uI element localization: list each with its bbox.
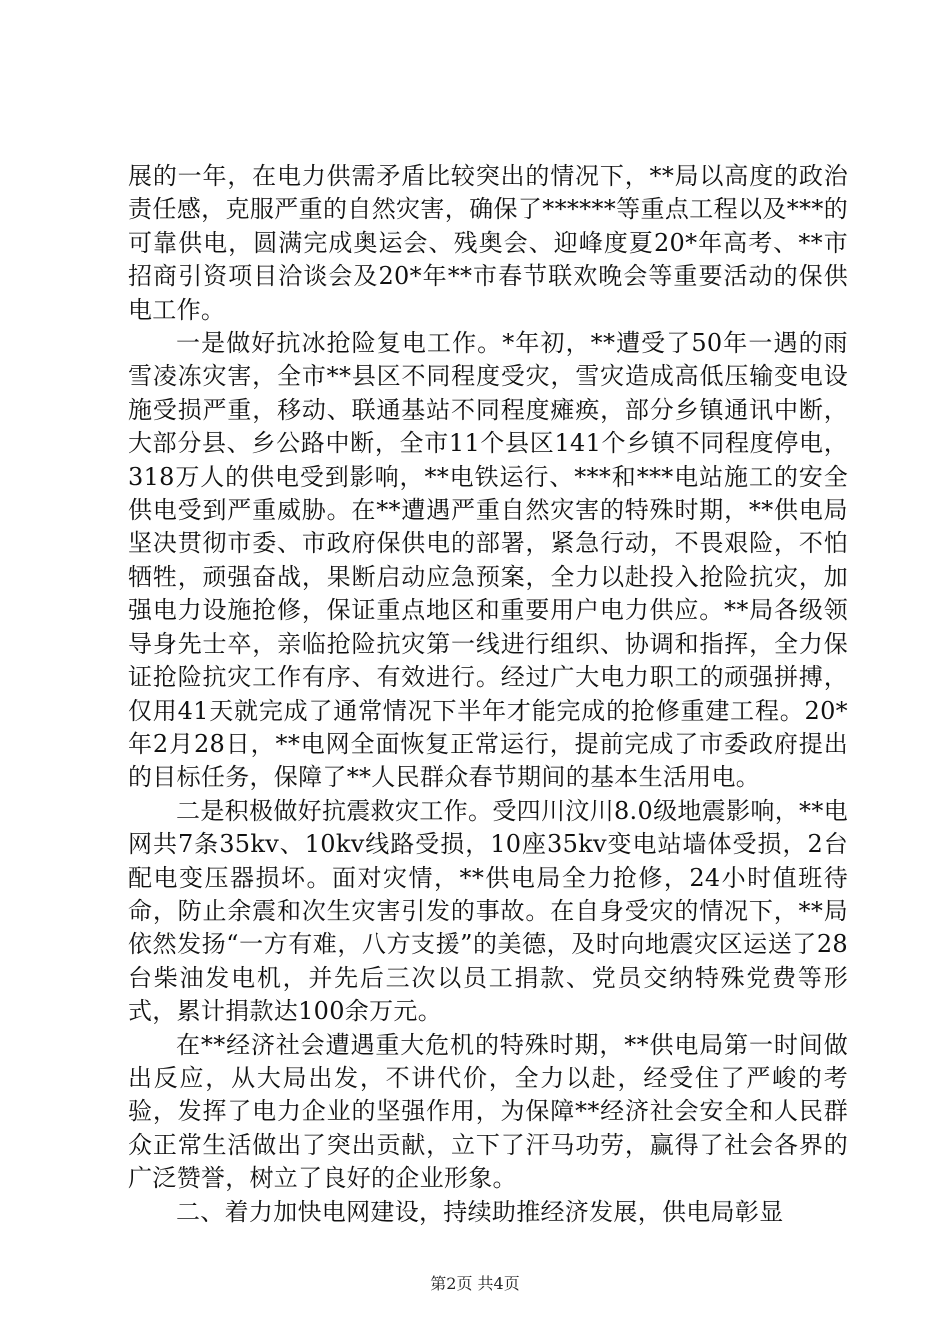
paragraph-section-two-heading: 二、着力加快电网建设，持续助推经济发展，供电局彰显 (176, 1197, 784, 1226)
paragraph-continuation: 展的一年，在电力供需矛盾比较突出的情况下，**局以高度的政治责任感，克服严重的自然灾害，确保了******等重点工程以及***的可靠供电，圆满完成奥运会、残奥会、迎峰度夏20*年高考、**市招商引资项目洽谈会及20*年**市春节联欢晚会等重要活动的保供电工作。 (128, 162, 848, 324)
paragraph-ice-disaster-recovery: 一是做好抗冰抢险复电工作。*年初，**遭受了50年一遇的雨雪凌冻灾害，全市**县区不同程度受灾，雪灾造成高低压输变电设施受损严重，移动、联通基站不同程度瘫痪，部分乡镇通讯中断，大部分县、乡公路中断，全市11个县区141个乡镇不同程度停电，318万人的供电受到影响，**电铁运行、***和***电站施工的安全供电受到严重威胁。在**遭遇严重自然灾害的特殊时期，**供电局坚决贯彻市委、市政府保供电的部署，紧急行动，不畏艰险，不怕牺牲，顽强奋战，果断启动应急预案，全力以赴投入抢险抗灾，加强电力设施抢修，保证重点地区和重要用户电力供应。**局各级领导身先士卒，亲临抢险抗灾第一线进行组织、协调和指挥，全力保证抢险抗灾工作有序、有效进行。经过广大电力职工的顽强拼搏，仅用41天就完成了通常情况下半年才能完成的抢修重建工程。20*年2月28日，**电网全面恢复正常运行，提前完成了市委政府提出的目标任务，保障了**人民群众春节期间的基本生活用电。 (128, 329, 848, 792)
paragraph-earthquake-relief: 二是积极做好抗震救灾工作。受四川汶川8.0级地震影响，**电网共7条35kv、10kv线路受损，10座35kv变电站墙体受损，2台配电变压器损坏。面对灾情，**供电局全力抢修，24小时值班待命，防止余震和次生灾害引发的事故。在自身受灾的情况下，**局依然发扬“一方有难，八方支援”的美德，及时向地震灾区运送了28台柴油发电机，并先后三次以员工捐款、党员交纳特殊党费等形式，累计捐款达100余万元。 (128, 796, 848, 1026)
paragraph-crisis-response-summary: 在**经济社会遭遇重大危机的特殊时期，**供电局第一时间做出反应，从大局出发，不讲代价，全力以赴，经受住了严峻的考验，发挥了电力企业的坚强作用，为保障**经济社会安全和人民群众正常生活做出了突出贡献，立下了汗马功劳，赢得了社会各界的广泛赞誉，树立了良好的企业形象。 (128, 1030, 848, 1193)
document-body (128, 160, 848, 1229)
page-footer: 第2页 共4页 (430, 1274, 520, 1293)
